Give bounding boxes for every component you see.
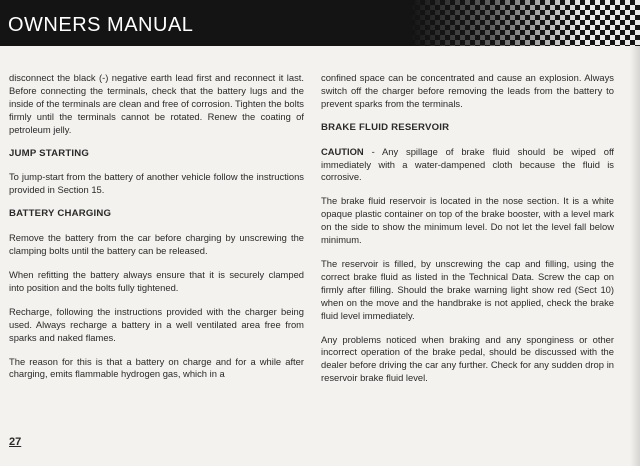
paragraph-charge-refit: When refitting the battery always ensure that it is securely clamped into position and the bolts fully tightened.	[9, 268, 304, 293]
paragraph-disconnect: disconnect the black (-) negative earth lead first and reconnect it last. Before connecting the terminals, check that the battery lugs and the inside of the terminals are clean and free of corrosion. Tighten the bolts firmly until the terminals cannot be rotated. Renew the coating of petroleum jelly.	[9, 72, 304, 135]
caution-text: - Any spillage of brake fluid should be wiped off immediately with a water-dampened cloth because the fluid is corrosive.	[321, 145, 614, 183]
paragraph-brake-problems: Any problems noticed when braking and any sponginess or other incorrect operation of the brake pedal, should be discussed with the dealer before driving the car any further. Check for any sudden drop in reservoir brake fluid level.	[321, 333, 614, 384]
paragraph-reservoir-location: The brake fluid reservoir is located in the nose section. It is a white opaque plastic container on top of the brake booster, with a level mark on the side to show the minimum level. Do not let the level fall below minimum.	[321, 195, 614, 246]
paragraph-caution	[321, 146, 614, 185]
header-bar	[0, 0, 640, 46]
heading-battery-charging: BATTERY CHARGING	[9, 208, 112, 220]
paragraph-explosion: confined space can be concentrated and cause an explosion. Always switch off the charger before removing the leads from the battery to prevent sparks from the terminals.	[321, 72, 614, 109]
left-column	[9, 72, 304, 392]
page-number: 27	[9, 436, 22, 448]
paragraph-jump: To jump-start from the battery of another vehicle follow the instructions provided in Section 15.	[9, 171, 304, 196]
checkered-flag-decoration	[410, 0, 640, 46]
caution-label: CAUTION	[321, 145, 364, 157]
page-edge-shadow	[630, 46, 640, 466]
paragraph-charge-recharge: Recharge, following the instructions provided with the charger being used. Always recharge a battery in a well ventilated area free from sparks and naked flames.	[9, 305, 304, 343]
right-column	[321, 72, 614, 396]
paragraph-charge-remove: Remove the battery from the car before charging by unscrewing the clamping bolts until the battery can be released.	[9, 232, 304, 257]
heading-brake-fluid-reservoir: BRAKE FLUID RESERVOIR	[321, 121, 450, 133]
paragraph-charge-reason: The reason for this is that a battery on charge and for a while after charging, emits flammable hydrogen gas, which in a	[9, 355, 304, 380]
paragraph-reservoir-filling: The reservoir is filled, by unscrewing the cap and filling, using the correct brake fluid as listed in the Technical Data. Screw the cap on firmly after filling. Should the brake warning light show red (Sect 10) when on the move and the handbrake is not applied, check the brake fluid level immediately.	[321, 257, 614, 321]
heading-jump-starting: JUMP STARTING	[9, 147, 90, 159]
manual-title: OWNERS MANUAL	[8, 14, 194, 36]
